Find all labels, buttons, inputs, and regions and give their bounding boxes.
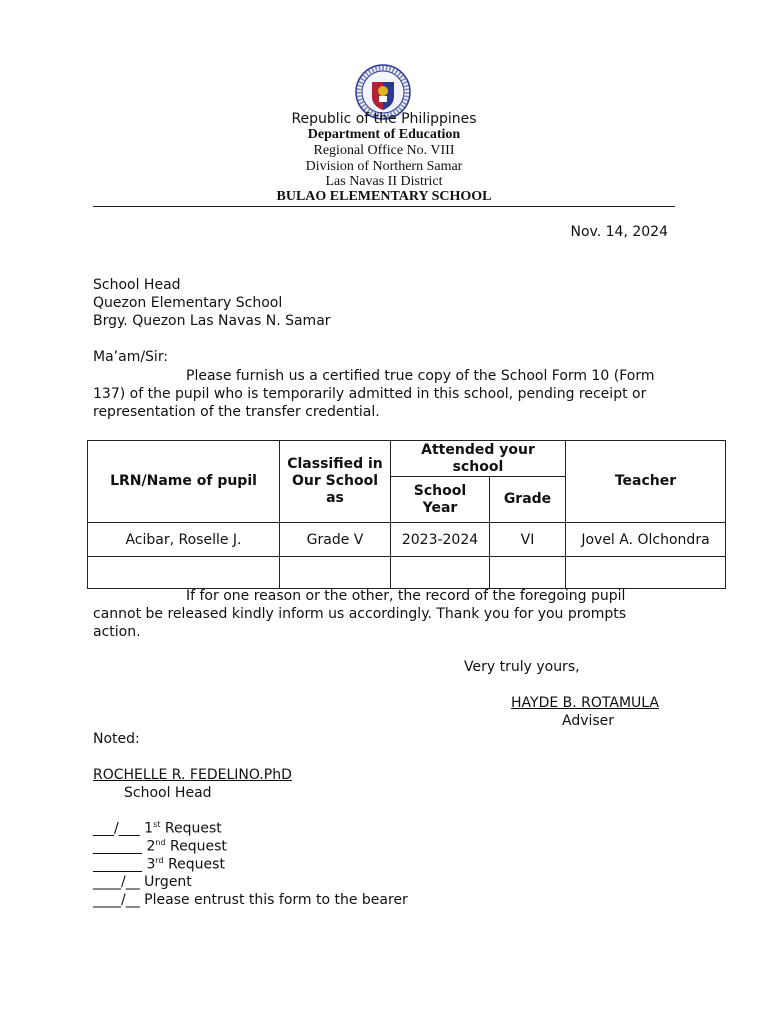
closing-paragraph: If for one reason or the other, the record of the foregoing pupil cannot be released kindly inform us accordingly. Thank you for you prompts action. [93,588,627,640]
header-attended: Attended your school [391,441,566,477]
checklist-item: ___/___ 1st Request [93,820,222,837]
recipient-school: Quezon Elementary School [93,295,283,311]
country-name: Republic of the Philippines [291,111,477,127]
region-name: Regional Office No. VIII [313,143,455,158]
recipient-address: Brgy. Quezon Las Navas N. Samar [93,313,331,329]
adviser-name: HAYDE B. ROTAMULA [511,695,659,711]
table-row [88,523,726,557]
salutation: Ma’am/Sir: [93,349,169,365]
checklist-item: ____/__ Please entrust this form to the bearer [93,892,408,908]
district-name: Las Navas II District [325,174,443,189]
department-name: Department of Education [307,127,461,142]
cell-classified: Grade V [280,523,391,557]
valediction: Very truly yours, [464,659,580,675]
division-name: Division of Northern Samar [305,159,463,174]
pupil-table [87,440,726,589]
cell-name: Acibar, Roselle J. [88,523,280,557]
letter-date: Nov. 14, 2024 [570,224,668,240]
header-school-year: School Year [391,477,490,523]
checklist-item: ____/__ Urgent [93,874,192,890]
recipient-title: School Head [93,277,181,293]
adviser-title: Adviser [562,713,615,729]
cell-school-year: 2023-2024 [391,523,490,557]
checklist-item: _______ 3rd Request [93,856,225,873]
table-row-empty [88,557,726,589]
noted-label: Noted: [93,731,140,747]
header-teacher: Teacher [566,441,726,523]
header-grade: Grade [490,477,566,523]
checklist-item: _______ 2nd Request [93,838,227,855]
header-name: LRN/Name of pupil [88,441,280,523]
cell-teacher: Jovel A. Olchondra [566,523,726,557]
header-divider [93,206,675,207]
school-name: BULAO ELEMENTARY SCHOOL [276,189,492,204]
school-head-title: School Head [124,785,212,801]
header-classified: Classified in Our School as [280,441,391,523]
school-head-name: ROCHELLE R. FEDELINO.PhD [93,767,292,783]
request-paragraph: Please furnish us a certified true copy of the School Form 10 (Form 137) of the pupil who is temporarily admitted in this school, pending receipt or representation of the transfer credential. [93,368,655,420]
cell-grade: VI [490,523,566,557]
